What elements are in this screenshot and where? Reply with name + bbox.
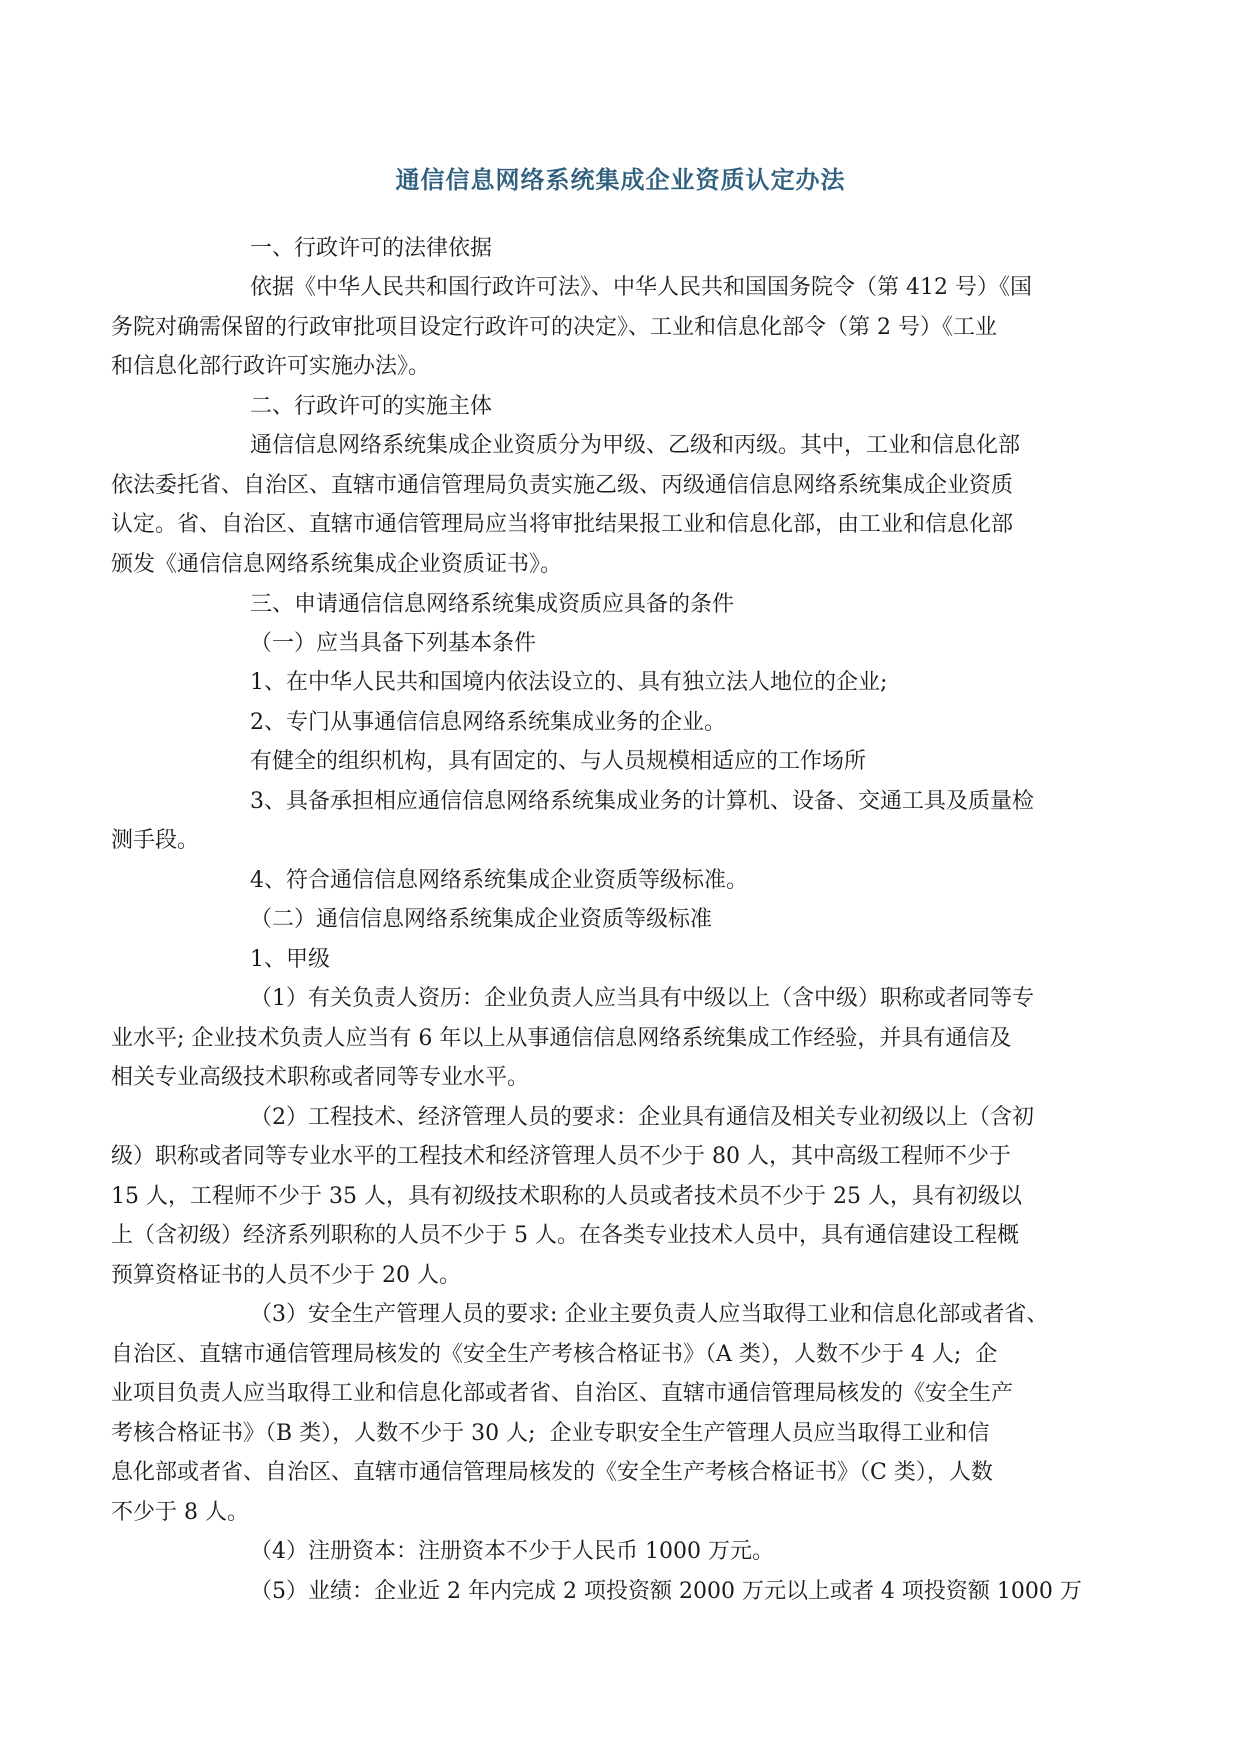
paragraph-line: （5）业绩：企业近 2 年内完成 2 项投资额 2000 万元以上或者 4 项投资额 1000 万 — [250, 1579, 1082, 1604]
paragraph-line: 有健全的组织机构，具有固定的、与人员规模相适应的工作场所 — [250, 749, 867, 774]
paragraph-line: 业项目负责人应当取得工业和信息化部或者省、自治区、直辖市通信管理局核发的《安全生产 — [111, 1381, 1014, 1406]
paragraph-line: 和信息化部行政许可实施办法》。 — [111, 354, 431, 379]
section-heading: 二、行政许可的实施主体 — [250, 394, 493, 419]
paragraph-line: （3）安全生产管理人员的要求: 企业主要负责人应当取得工业和信息化部或者省、 — [250, 1302, 1049, 1327]
list-item: 3、具备承担相应通信信息网络系统集成业务的计算机、设备、交通工具及质量检 — [250, 789, 1034, 814]
paragraph-line: 15 人，工程师不少于 35 人，具有初级技术职称的人员或者技术员不少于 25 人，具有初级以 — [111, 1184, 1022, 1209]
list-item: 1、甲级 — [250, 947, 330, 972]
paragraph-line: 认定。省、自治区、直辖市通信管理局应当将审批结果报工业和信息化部，由工业和信息化部 — [111, 512, 1014, 537]
paragraph-line: 考核合格证书》（B 类），人数不少于 30 人; 企业专职安全生产管理人员应当取得工业和信 — [111, 1421, 990, 1446]
paragraph-line: 颁发《通信信息网络系统集成企业资质证书》。 — [111, 552, 563, 577]
paragraph-line: （1）有关负责人资历：企业负责人应当具有中级以上（含中级）职称或者同等专 — [250, 986, 1034, 1011]
document-title: 通信信息网络系统集成企业资质认定办法 — [395, 165, 846, 194]
paragraph-line: 测手段。 — [111, 828, 200, 853]
list-item: 4、符合通信信息网络系统集成企业资质等级标准。 — [250, 868, 748, 893]
paragraph-line: 预算资格证书的人员不少于 20 人。 — [111, 1263, 461, 1288]
section-heading: 三、申请通信信息网络系统集成资质应具备的条件 — [250, 592, 735, 617]
paragraph-line: 务院对确需保留的行政审批项目设定行政许可的决定》、工业和信息化部令（第 2 号）《工业 — [111, 315, 997, 340]
paragraph-line: 通信信息网络系统集成企业资质分为甲级、乙级和丙级。其中，工业和信息化部 — [250, 433, 1021, 458]
paragraph-line: 不少于 8 人。 — [111, 1500, 249, 1525]
section-heading: 一、行政许可的法律依据 — [250, 236, 493, 261]
paragraph-line: 依据《中华人民共和国行政许可法》、中华人民共和国国务院令（第 412 号）《国 — [250, 275, 1032, 300]
paragraph-line: （2）工程技术、经济管理人员的要求：企业具有通信及相关专业初级以上（含初 — [250, 1105, 1034, 1130]
paragraph-line: 相关专业高级技术职称或者同等专业水平。 — [111, 1065, 530, 1090]
list-item: 2、专门从事通信信息网络系统集成业务的企业。 — [250, 710, 726, 735]
paragraph-line: 依法委托省、自治区、直辖市通信管理局负责实施乙级、丙级通信信息网络系统集成企业资质 — [111, 473, 1014, 498]
list-item: 1、在中华人民共和国境内依法设立的、具有独立法人地位的企业; — [250, 670, 888, 695]
subsection-heading: （一）应当具备下列基本条件 — [250, 631, 537, 656]
paragraph-line: 自治区、直辖市通信管理局核发的《安全生产考核合格证书》（A 类），人数不少于 4 人; 企 — [111, 1342, 998, 1367]
paragraph-line: 息化部或者省、自治区、直辖市通信管理局核发的《安全生产考核合格证书》（C 类），人数 — [111, 1460, 993, 1485]
paragraph-line: （4）注册资本：注册资本不少于人民币 1000 万元。 — [250, 1539, 774, 1564]
paragraph-line: 级）职称或者同等专业水平的工程技术和经济管理人员不少于 80 人，其中高级工程师不少于 — [111, 1144, 1011, 1169]
paragraph-line: 业水平; 企业技术负责人应当有 6 年以上从事通信信息网络系统集成工作经验，并具有通信及 — [111, 1026, 1012, 1051]
subsection-heading: （二）通信信息网络系统集成企业资质等级标准 — [250, 907, 713, 932]
paragraph-line: 上（含初级）经济系列职称的人员不少于 5 人。在各类专业技术人员中，具有通信建设工程概 — [111, 1223, 1019, 1248]
